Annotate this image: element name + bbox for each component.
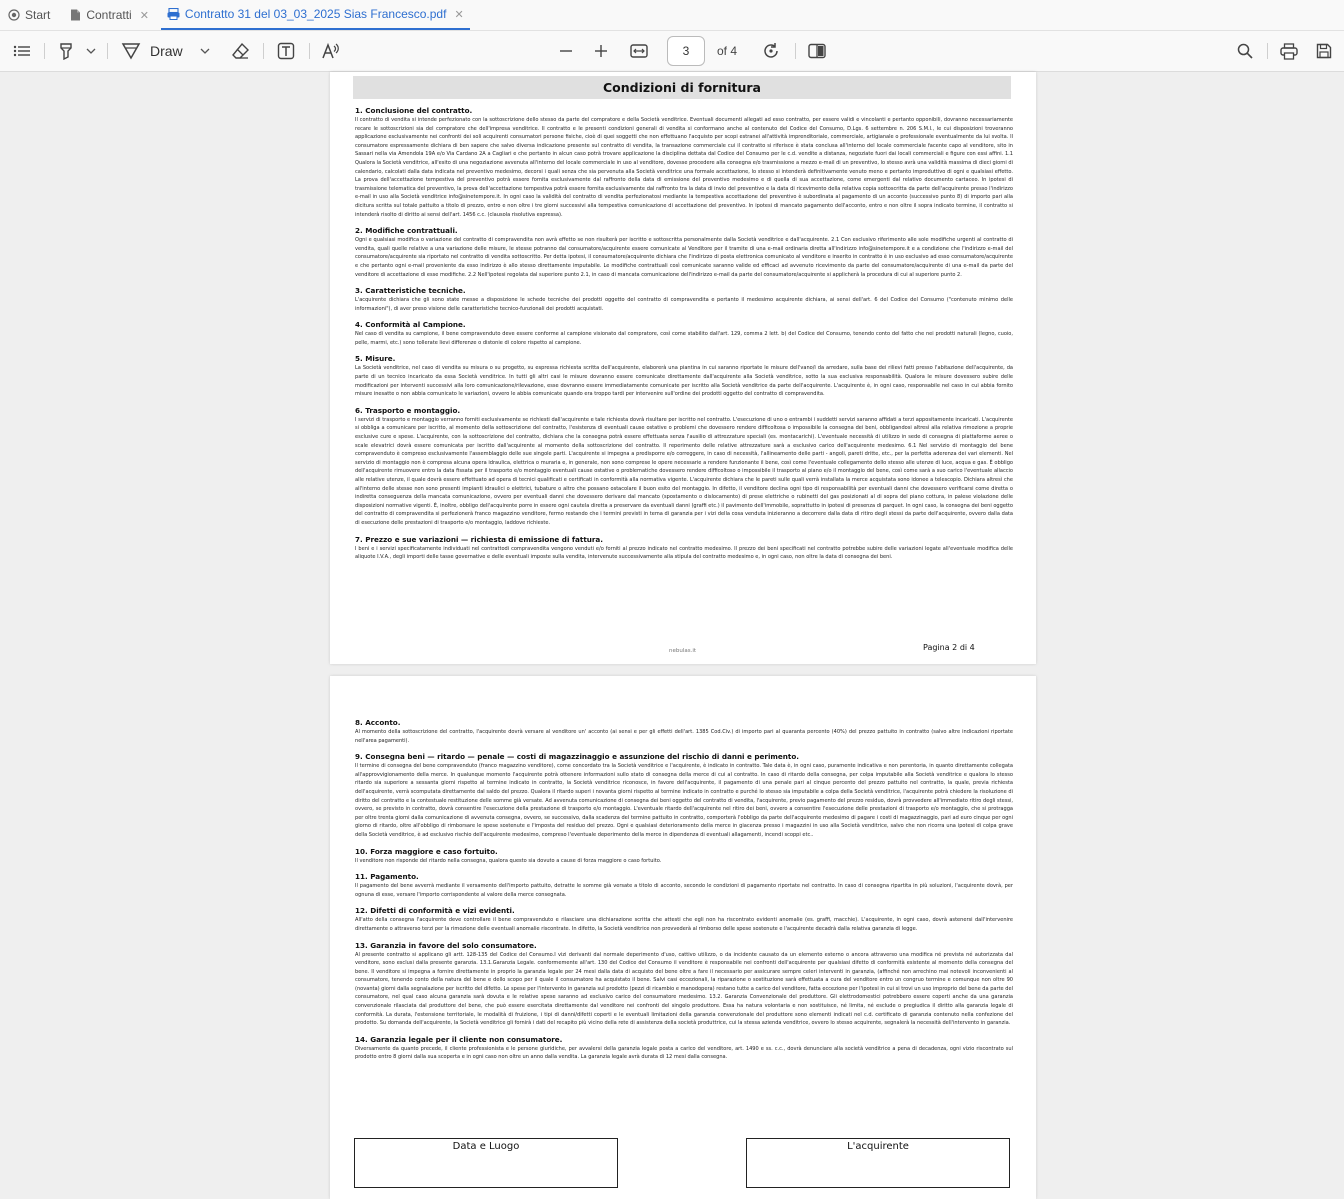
clause-section [355,406,1013,528]
tab-start[interactable] [2,0,56,30]
plus-icon [594,44,608,58]
highlight-button[interactable] [55,39,77,63]
clause-heading: 6. Trasporto e montaggio. [355,405,461,415]
clause-heading: 4. Conformità al Campione. [355,320,466,330]
clause-section [355,286,1013,313]
rotate-button[interactable] [760,39,782,63]
signature-label: L'acquirente [847,1141,909,1152]
clause-text: Al presente contratto si applicano gli artt. 128-135 del Codice del Consumo.I vizi derivanti dal normale deperimento d'uso, cattivo utilizzo, o da incidente causato da un elemento esterno o ancora attraverso una modifica né prevista né autorizzata dal venditore, sono esclusi dalla presente garanzia. 13.1.Garanzia Legale. conformemente all'art. 130 del Codice del Consumo il venditore è responsabile nei confronti dell'acquirente per qualsiasi difetto di conformità esistente al momento della consegna del bene. Il venditore si impegna a fornire direttamente in proprio la garanzia legale per 24 mesi dalla data di acquisto del bene oltre a fare il necessario per assicurare sempre celeri interventi in garanzia, (affinché non arrechino mai notevoli inconvenienti al consumatore, tenendo conto della natura del bene e dello scopo per il quale il consumatore ha acquistato il bene. Salvi casi eccezionali, la riparazione o sostituzione sarà effettuata a cura del venditore entro un congruo termine e comunque non oltre 90 (novanta) giorni dalla segnalazione per iscritto del difetto. Le spese per l'intervento in garanzia sul prodotto (pezzi di ricambio e manodopera) restano tutte a carico del venditore, fatta eccezione per l'ipotesi in cui si trovi un uso improprio del bene da parte del consumatore, nel qual caso alcuna garanzia sarà dovuta e le relative spese saranno ad esclusivo carico del consumatore medesimo. 13.2. Garanzia Convenzionale del produttore. Gli elettrodomestici potrebbero essere coperti anche da una garanzia convenzionale rilasciata dal produttore del bene, che può essere esercitata direttamente dal venditore nei confronti del singolo produttore. Essa ha natura volontaria e non sostituisce, né limita, né esclude o pregiudica il diritto alla garanzia legale di conformità. La durata, l'estensione territoriale, le modalità di fruizione, i tipi di danni/difetti coperti e le eventuali limitazioni della garanzia convenzionale del produttore sono elementi indicati nel c.d. certificato di garanzia contenuto nella confezione del prodotto. Su domanda dell'acquirente, la Società venditrice gli fornirà i dati del recapito più vicino della rete di assistenza della società produttrice, cui la stessa azienda venditrice, ovvero lo stesso acquirente, segnalerà la necessità dell'intervento in garanzia. [355,951,1013,1027]
chevron-down-icon [200,48,210,54]
clause-text: Il contratto di vendita si intende perfezionato con la sottoscrizione dello stesso da parte del compratore e della Società venditrice. Eventuali documenti allegati ad esso contratto, per essere validi e vincolanti e pertanto opponibili, dovranno necessariamente recare le sottoscrizioni sia del compratore che dell'impresa venditrice. Il contratto e le presenti condizioni generali di vendita si conformano anche al contenuto del Codice del Consumo, D.Lgs. 6 settembre n. 206 S.M.I., le cui disposizioni troveranno applicazione esclusivamente nei confronti dei soli acquirenti consumatori persone fisiche, cioè di quei soggetti che non effettuano l'acquisto per scopi estranei all'attività imprenditoriale, commerciale, artigianale o professionale eventualmente da lui svolta. Il consumatore espressamente dichiara di ben sapere che salvo diversa indicazione presente sul contratto di vendita, la transazione commerciale cui il contratto si riferisce è stata conclusa all'interno del locale commerciale facente capo al venditore, sito in Sassari nella via Amendola 19A e/o Via Cardano 2A a Cagliari e che pertanto in alcun caso potrà trovare applicazione la disciplina dettata dal Codice del Consumo per le c.d. vendite a distanza, negoziate fuori dai locali commerciali e figure con essi affini. 1.1 Qualora la Società venditrice, all'esito di una negoziazione avvenuta all'interno del locale commerciale in uso al venditore, dovesse procedere alla consegna e/o trasmissione a mezzo e-mail di un preventivo, lo stesso avrà una validità massima di dieci giorni di calendario, calcolati dalla data indicata nel preventivo medesimo, decorsi i quali senza che sia pervenuta alla Società venditrice una formale accettazione, lo stesso si intenderà definitivamente venuto meno e pertanto improduttivo di ogni e qualsiasi effetto. La prova dell'accettazione tempestiva del preventivo potrà essere fornita esclusivamente dal raffronto della data di emissione del preventivo medesimo e di quella di sua accettazione, come emergenti dal relativo documento cartaceo. In ipotesi di trasmissione telematica del preventivo, la prova dell'accettazione tempestiva potrà essere fornita esclusivamente dal raffronto tra la data di invio del preventivo e la data di ricevimento della relativa copia sottoscritta da parte dell'acquirente presso l'indirizzo e-mail in uso alla Società venditrice info@sinetempore.it. In ogni caso la validità del contratto di vendita perfezionatosi mediante la tempestiva accettazione del preventivo è subordinata al pagamento di un acconto (successivo punto 8) di importo pari alla dicitura scritta sul totale pattuito a titolo di prezzo, entro e non oltre i tre giorni successivi alla tempestiva comunicazione di accettazione del preventivo. In ipotesi di mancato pagamento dell'acconto, entro e non oltre il sopra indicato termine, il contratto si intenderà risolto di diritto ai sensi dell'art. 1456 c.c. (clausola risolutiva espressa). [355,117,1013,218]
clause-heading: 1. Conclusione del contratto. [355,106,473,115]
page-number-input[interactable]: 3 [667,36,705,66]
clause-section [355,941,1013,1028]
separator [795,43,796,59]
eraser-button[interactable] [230,39,252,63]
page-view-icon [808,43,826,59]
outline-button[interactable] [12,39,32,63]
close-tab-icon[interactable]: ✕ [139,9,149,22]
separator [309,43,310,59]
text-box-button[interactable] [275,39,297,63]
pen-icon [121,42,141,60]
fit-width-icon [630,43,648,59]
clause-section [355,718,1013,745]
clause-section [355,906,1013,933]
pdf-file-icon [167,8,180,20]
save-icon [1316,43,1332,59]
separator [107,43,108,59]
signature-box-buyer [746,1138,1010,1188]
minus-icon [559,44,573,58]
clause-heading: 3. Caratteristiche tecniche. [355,286,466,296]
highlight-options-button[interactable] [84,39,98,63]
clause-text: Il venditore non risponde del ritardo nella consegna, qualora questo sia dovuto a cause di forza maggiore o caso fortuito. [355,857,662,864]
chevron-down-icon [86,48,96,54]
signature-label: Data e Luogo [452,1141,520,1152]
draw-label: Draw [150,43,183,59]
save-button[interactable] [1313,39,1335,63]
page-count: of 4 [717,44,738,58]
clause-section [355,1035,1013,1062]
read-aloud-icon [321,42,341,60]
clause-heading: 9. Consegna beni — ritardo — penale — costi di magazzinaggio e assunzione del rischio di danni e perimento. [355,752,800,762]
eraser-icon [232,42,250,60]
signature-box-date-place [354,1138,618,1188]
tab-pdf-label: Contratto 31 del 03_03_2025 Sias Francesco.pdf [184,7,447,21]
rotate-icon [762,42,780,60]
highlighter-icon [57,42,75,60]
search-button[interactable] [1234,39,1256,63]
draw-button[interactable] [121,39,191,63]
page-text [355,106,1013,569]
tab-bar [0,0,1344,31]
home-circle-icon [8,9,20,21]
tab-start-label: Start [25,8,51,22]
separator [263,43,264,59]
zoom-in-button[interactable] [591,39,611,63]
search-icon [1237,43,1253,59]
document-title: Condizioni di fornitura [353,76,1011,99]
clause-section [355,535,1013,562]
clause-text: Il pagamento del bene avverrà mediante il versamento dell'importo pattuito, detratte le somme già versate a titolo di acconto, secondo le condizioni di pagamento riportate nel contratto. In caso di consegna ripartita in più soluzioni, l'acquirente dovrà, per ognuna di esse, versare l'importo corrispondente al valore della merce consegnata. [355,883,1013,898]
clause-text: L'acquirente dichiara che gli sono state messe a disposizione le schede tecniche dei prodotti oggetto del contratto di compravendita e pertanto il medesimo acquirente dichiara, ai sensi dell'art. 6 del Codice del Consumo ("contenuto minimo delle informazioni"), di aver preso visione delle caratteristiche tecnico-funzionali dei prodotti acquistati. [355,297,1013,312]
page-view-button[interactable] [806,39,828,63]
clause-section [355,354,1013,398]
clause-section [355,226,1013,279]
clause-text: Ogni e qualsiasi modifica o variazione del contratto di compravendita non avrà effetto se non risulterà per iscritto e sottoscritta personalmente dalla Società venditrice e dall'acquirente. 2.1 Con esclusivo riferimento alle sole modifiche urgenti al contratto di vendita, quali quelle relative a una variazione delle misure, le stesse potranno dal consumatore/acquirente essere comunicate al Venditore per il tramite di una e-mail ordinaria diretta all'indirizzo info@sinetempore.it e a condizione che l'indirizzo e-mail del consumatore/acquirente sia riportato nel contratto di vendita sottoscritto. Per detta ipotesi, il consumatore/acquirente dichiara che l'indirizzo di posta elettronica comunicato al venditore e inserito in contratto è in uso esclusivo ad esso consumatore/acquirente e che pertanto ogni e-mail proveniente da esso indirizzo è allo stesso direttamente imputabile. Le modifiche contrattuali così comunicate saranno valide ed efficaci ad avvenuto ricevimento da parte del consumatore/acquirente di una e-mail da parte del venditore di accettazione di esse modifiche. 2.2 Nell'ipotesi regolata dal superiore punto 2.1, in caso di mancata comunicazione dell'indirizzo e-mail da parte del consumatore/acquirente si applicherà la procedura di cui al superiore punto 2. [355,237,1013,278]
draw-options-button[interactable] [198,39,212,63]
separator [44,43,45,59]
file-icon [70,9,81,21]
clause-section [355,847,1013,866]
footer-page-number: Pagina 2 di 4 [923,643,975,652]
printer-icon [1280,43,1298,60]
clause-heading: 14. Garanzia legale per il cliente non consumatore. [355,1034,563,1044]
read-aloud-button[interactable] [320,39,342,63]
list-icon [13,44,31,58]
zoom-out-button[interactable] [556,39,576,63]
tab-pdf[interactable] [161,0,470,30]
print-button[interactable] [1278,39,1300,63]
clause-heading: 2. Modifiche contrattuali. [355,226,458,236]
pdf-page [330,676,1036,1199]
clause-text: I servizi di trasporto e montaggio verranno forniti esclusivamente se richiesti dall'acquirente e tale richiesta dovrà risultare per iscritto nel contratto. L'esecuzione di uno o entrambi i suddetti servizi saranno affidati a terzi appositamente incaricati. L'acquirente si obbliga a comunicare per iscritto, al momento della sottoscrizione del contratto, l'esistenza di eventuali cause ostative o problemi che dovessero rendere difficoltosa o impossibile la consegna dei beni, obbligandosi altresì alla relativa rimozione a proprie esclusive cure e spese. L'acquirente, con la sottoscrizione del contratto, dichiara che la consegna potrà essere effettuata senza l'ausilio di attrezzature speciali (es. montacarichi). L'eventuale necessità di utilizzo in sede di consegna di piattaforme aeree o scale elevatrici dovrà essere comunicata per iscritto dall'acquirente al momento della sottoscrizione del contratto. Il reperimento delle relative attrezzature sarà a esclusivo carico dell'acquirente medesimo. 6.1 Nel servizio di montaggio del bene compravenduto è compreso esclusivamente l'assemblaggio delle sue singole parti. L'acquirente si impegna a predisporre e/o correggere, in caso di necessità, l'allineamento delle parti - angoli, pareti dritte, etc., per la perfetta aderenza dei vari elementi. Nel servizio di montaggio non è compresa alcuna opera idraulica, elettrica o muraria e, in generale, non sono comprese le opere necessarie a rendere funzionante il bene, così come l'eventuale collegamento dello stesso alle utenze di luce, acqua e gas. È obbligo dell'acquirente rimuovere entro la data fissata per il trasporto e/o montaggio eventuali cause ostative o problematiche dovessero rendere difficoltoso o impossibile il trasporto al piano e/o il montaggio del bene, così come sarà a suo carico l'eventuale allaccio alle relative utenze, il quale dovrà essere effettuato ad opera di tecnici qualificati e certificati in conformità alla normativa vigente. L'acquirente dichiara che le pareti sulle quali verrà installata la merce acquistata sono idonee a telescopio. Dichiara altresì che all'interno delle stesse non sono presenti impianti idraulici o elettrici, tubature o altro che possano ostacolare il buon esito del montaggio. In difetto, il venditore declina ogni tipo di responsabilità per eventuali danni che dovessero verificarsi come diretta o indiretta conseguenza della mancata comunicazione, ovvero per eventuali danni che dovessero derivare dal mancato (spostamento o dislocamento) di prese elettriche o rubinetti del gas posizionati al di sopra del piano cottura, in palese violazione delle disposizioni normative vigenti. È, inoltre, obbligo dell'acquirente porre in essere ogni cautela diretta a preservare da eventuali danni (graffi etc.) il pavimento dell'immobile, soprattutto in ipotesi di presenza di parquet. In ogni caso, la consegna dei beni oggetto del contratto di compravendita si perfezionerà franco magazzino venditore, fermo restando che i termini previsti in tema di garanzia per i vizi della cosa venduta inizieranno a decorrere dalla data di ritiro degli stessi da parte dell'acquirente, ovvero dalla data di esecuzione delle prestazioni di trasporto e/o montaggio, laddove richieste. [355,416,1013,526]
clause-section [355,106,1013,219]
tab-contratti[interactable] [64,0,155,30]
pdf-page [330,72,1036,664]
text-box-icon [277,42,295,60]
clause-heading: 7. Prezzo e sue variazioni — richiesta di emissione di fattura. [355,534,604,544]
clause-text: Il termine di consegna del bene compravenduto (franco magazzino venditore), come concordato tra la Società venditrice e l'acquirente, è indicato in contratto. Tale data è, in ogni caso, puramente indicativa e non perentoria, in quanto direttamente collegata all'approvvigionamento della merce. In qualunque momento l'acquirente potrà ottenere informazioni sullo stato di consegna della merce di cui al contratto. In caso di ritardo della consegna, per colpa imputabile alla Società venditrice e qualora lo stesso ritardo sia superiore a sessanta giorni rispetto al termine indicato in contratto, la Società venditrice riconosce, in favore dell'acquirente, il pagamento di una penale pari al cinque percento del prezzo pattuito nel contratto, la quale, previa richiesta dell'acquirente, verrà scomputata direttamente dal saldo del prezzo. Qualora il ritardo superi i novanta giorni rispetto al termine indicato in contratto e purché lo stesso sia imputabile a colpa della Società venditrice, l'acquirente potrà chiedere la risoluzione di diritto del contratto e la contestuale restituzione delle somme già versate. Ad avvenuta comunicazione di consegna dei beni oggetto del contratto di vendita, l'acquirente, previo pagamento del prezzo residuo, dovrà provvedere all'immediato ritiro degli stessi, ovvero, se previsto in contratto, dovrà consentire l'esecuzione della prestazione di trasporto e/o montaggio. L'eventuale ritardo dell'acquirente nel ritiro dei beni, ovvero a consentire l'esecuzione delle prestazioni di trasporto e/o montaggio, che si protragga per oltre trenta giorni dalla comunicazione di avvenuta consegna, ovvero, se successivo, dalla scadenza del termine pattuito in contratto, comporterà l'obbligo da parte dell'acquirente medesimo di pagare i costi di magazzinaggio, pari ad euro cinque per ogni giorno di ritardo, oltre all'obbligo di rimborsare le spese sostenute e l'imposta del residuo del prezzo. Ogni e qualsiasi deterioramento della merce in giacenza presso i magazzini in uso alla Società venditrice, salvo che non ricorra una ipotesi di colpa grave della Società venditrice, è ad esclusivo rischio dell'acquirente medesimo, compreso l'eventuale deperimento della merce in dipendenza di eventuali allagamenti, incendi scoppi etc.. [355,763,1013,838]
tab-contratti-label: Contratti [86,8,132,22]
clause-section [355,752,1013,839]
clause-text: La Società venditrice, nel caso di vendita su misura o su progetto, su espressa richiesta scritta dell'acquirente, elaborerà una piantina in cui saranno riportate le misure dell'vano/i da arredare, sulla base dei rilievi fatti presso l'abitazione dell'acquirente, da parte di un tecnico incaricato da essa Società venditrice. In tutti gli altri casi le misure dovranno essere comunicate direttamente dall'acquirente alla Società venditrice, sotto la sua esclusiva responsabilità. Qualora le misure dovessero subire delle modificazioni per interventi successivi alla loro comunicazione/rilevazione, esse dovranno essere immediatamente comunicate per iscritto alla Società venditrice da parte dell'acquirente. L'acquirente è, in ogni caso, responsabile nel caso in cui abbia fornito misure inesatte o non abbia comunicato le variazioni, ovvero le abbia comunicate quando era troppo tardi per intervenire sull'ordine dei prodotti oggetto del contratto di compravendita. [355,365,1013,398]
separator [1267,43,1268,59]
clause-heading: 5. Misure. [355,354,396,364]
clause-text: Al momento della sottoscrizione del contratto, l'acquirente dovrà versare al venditore un' acconto (ai sensi e per gli effetti dell'art. 1385 Cod.Civ.) di importo pari al quaranta percento (40%) del prezzo pattuito in contratto (salvo altre indicazioni riportate nell'area pagamenti). [355,729,1013,744]
fit-width-button[interactable] [628,39,650,63]
clause-text: Diversamente da quanto precede, il cliente professionista e le persone giuridiche, per avvalersi della garanzia legale posta a carico del venditore, art. 1490 e ss. c.c., dovrà denunciare alla società venditrice a pena di decadenza, ogni vizio riscontrato sul prodotto entro 8 giorni dalla sua scoperta e in ogni caso non oltre un anno dalla vendita. La garanzia legale avrà durata di 12 mesi dalla consegna. [355,1045,1013,1061]
clause-heading: 12. Difetti di conformità e vizi evidenti. [355,906,515,916]
clause-section [355,872,1013,899]
page-text [355,718,1013,1069]
footer-site: nebulas.it [669,648,697,654]
clause-heading: 13. Garanzia in favore del solo consumatore. [355,940,537,950]
close-tab-icon[interactable]: ✕ [454,8,464,21]
clause-heading: 11. Pagamento. [355,872,419,882]
clause-text: I beni e i servizi specificatamente individuati nel contrattodi compravendita vengono venduti e/o forniti al prezzo indicato nel contratto medesimo. Il prezzo dei beni specificati nel contratto potrebbe subire delle variazioni legate all'eventuale modifica delle aliquote I.V.A., degli importi delle tasse governative e delle eventuali imposte sulla vendita, intervenute successivamente alla stipula del contratto medesimo e, in ogni caso, non oltre la data di consegna dei beni. [355,545,1013,561]
clause-text: Nel caso di vendita su campione, il bene compravenduto deve essere conforme al campione visionato dal compratore, così come stabilito dall'art. 129, comma 2 lett. b) del Codice del Consumo, tenendo conto del fatto che nei prodotti naturali (legno, cuoio, pelle, marmi, etc.) sono tollerate lievi differenze o distonie di colore rispetto al campione. [355,331,1013,346]
clause-heading: 8. Acconto. [355,718,401,727]
clause-heading: 10. Forza maggiore e caso fortuito. [355,846,498,856]
clause-section [355,320,1013,347]
clause-text: All'atto della consegna l'acquirente deve controllare il bene compravenduto e rilasciare una dichiarazione scritta che attesti che egli non ha riscontrato evidenti anomalie (es. graffi, macchie). L'acquirente, in ogni caso, dovrà astenersi dall'intervenire direttamente o attraverso terzi per la rimozione delle eventuali anomalie riscontrate. In difetto, la Società venditrice non provvederà al rimborso delle spese sostenute e l'acquirente decadrà dalla relativa garanzia di legge. [355,917,1013,932]
